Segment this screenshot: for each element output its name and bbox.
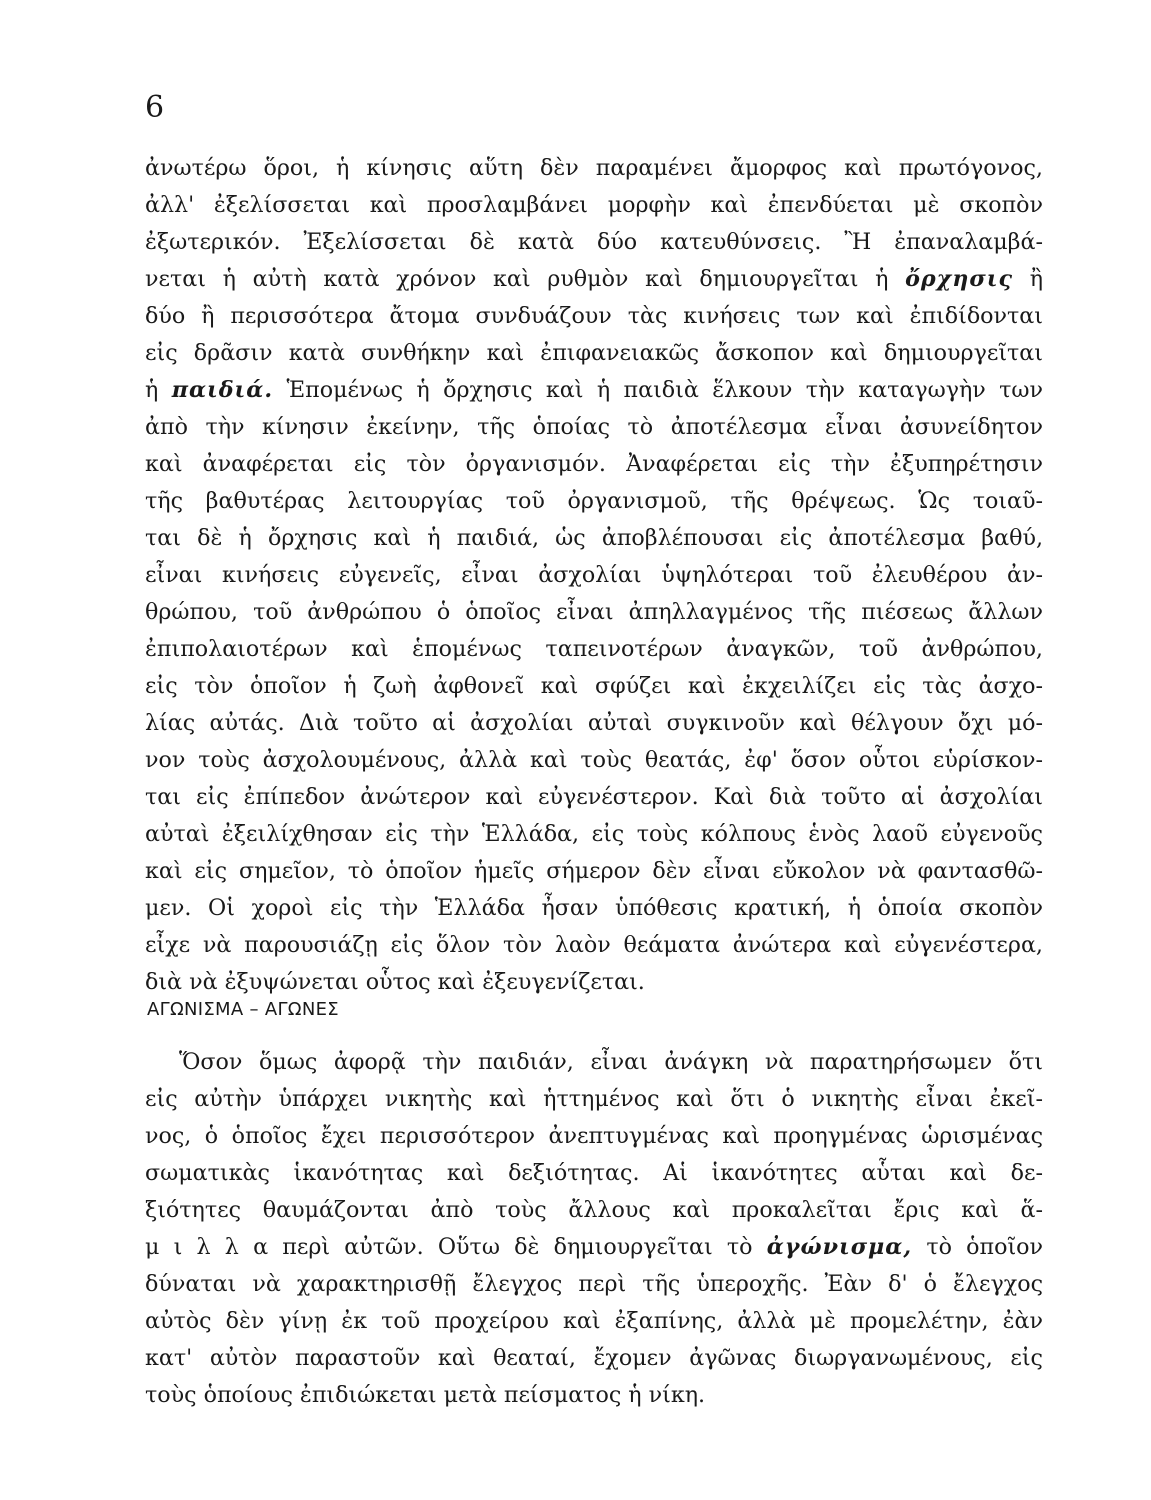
paragraph-body-1: [145, 150, 1043, 1001]
text-segment: ἢ: [1029, 266, 1043, 292]
text-segment: νεται ἡ αὐτὴ κατὰ χρόνον καὶ ρυθμὸν καὶ δημιουργεῖται ἡ: [145, 266, 889, 292]
text-line: κατ' αὐτὸν παραστοῦν καὶ θεαταί, ἔχομεν ἀγῶνας διωργανωμένους, εἰς: [145, 1345, 1043, 1371]
text-line: ται εἰς ἐπίπεδον ἀνώτερον καὶ εὐγενέστερον. Καὶ διὰ τοῦτο αἱ ἀσχολίαι: [145, 784, 1043, 810]
text-line: νον τοὺς ἀσχολουμένους, ἀλλὰ καὶ τοὺς θεατάς, ἐφ' ὅσον οὗτοι εὑρίσκον-: [145, 747, 1043, 773]
text-line: νος, ὁ ὁποῖος ἔχει περισσότερον ἀνεπτυγμένας καὶ προηγμένας ὡρισμένας: [145, 1123, 1043, 1149]
text-line: καὶ ἀναφέρεται εἰς τὸν ὀργανισμόν. Ἀναφέρεται εἰς τὴν ἐξυπηρέτησιν: [145, 451, 1043, 477]
text-line: αὐτὸς δὲν γίνῃ ἐκ τοῦ προχείρου καὶ ἐξαπίνης, ἀλλὰ μὲ προμελέτην, ἐὰν: [145, 1308, 1043, 1334]
text-line: ἐξωτερικόν. Ἐξελίσσεται δὲ κατὰ δύο κατευθύνσεις. Ἢ ἐπαναλαμβά-: [145, 229, 1043, 255]
text-line: Ὅσον ὅμως ἀφορᾷ τὴν παιδιάν, εἶναι ἀνάγκη νὰ παρατηρήσωμεν ὅτι: [179, 1049, 1043, 1075]
text-line: ἐπιπολαιοτέρων καὶ ἑπομένως ταπεινοτέρων ἀναγκῶν, τοῦ ἀνθρώπου,: [145, 636, 1043, 662]
text-line: ἀπὸ τὴν κίνησιν ἐκείνην, τῆς ὁποίας τὸ ἀποτέλεσμα εἶναι ἀσυνείδητον: [145, 414, 1043, 440]
text-line: εἰς δρᾶσιν κατὰ συνθήκην καὶ ἐπιφανειακῶς ἄσκοπον καὶ δημιουργεῖται: [145, 340, 1043, 366]
text-line: δύναται νὰ χαρακτηρισθῇ ἔλεγχος περὶ τῆς ὑπεροχῆς. Ἐὰν δ' ὁ ἔλεγχος: [145, 1271, 1043, 1297]
text-line: λίας αὐτάς. Διὰ τοῦτο αἱ ἀσχολίαι αὐταὶ συγκινοῦν καὶ θέλγουν ὄχι μό-: [145, 710, 1043, 736]
text-line: ται δὲ ἡ ὄρχησις καὶ ἡ παιδιά, ὡς ἀποβλέπουσαι εἰς ἀποτέλεσμα βαθύ,: [145, 525, 1043, 551]
emphasized-term-paidia: παιδιά.: [171, 377, 274, 403]
text-line: καὶ εἰς σημεῖον, τὸ ὁποῖον ἡμεῖς σήμερον δὲν εἶναι εὔκολον νὰ φαντασθῶ-: [145, 858, 1043, 884]
text-line: θρώπου, τοῦ ἀνθρώπου ὁ ὁποῖος εἶναι ἀπηλλαγμένος τῆς πιέσεως ἄλλων: [145, 599, 1043, 625]
text-line: αὐταὶ ἐξειλίχθησαν εἰς τὴν Ἑλλάδα, εἰς τοὺς κόλπους ἑνὸς λαοῦ εὐγενοῦς: [145, 821, 1043, 847]
text-line: μεν. Οἱ χοροὶ εἰς τὴν Ἑλλάδα ἦσαν ὑπόθεσις κρατική, ἡ ὁποία σκοπὸν: [145, 895, 1043, 921]
text-line: ἀνωτέρω ὅροι, ἡ κίνησις αὕτη δὲν παραμένει ἄμορφος καὶ πρωτόγονος,: [145, 155, 1043, 181]
text-line: [145, 261, 1043, 298]
text-line: δύο ἢ περισσότερα ἄτομα συνδυάζουν τὰς κινήσεις των καὶ ἐπιδίδονται: [145, 303, 1043, 329]
text-segment: τὸ ὁποῖον: [926, 1234, 1043, 1260]
paragraph-body-2: [145, 1044, 1043, 1414]
emphasized-term-orchesis: ὄρχησις: [905, 266, 1014, 292]
text-line: [145, 372, 1043, 409]
text-line: τῆς βαθυτέρας λειτουργίας τοῦ ὀργανισμοῦ, τῆς θρέψεως. Ὡς τοιαῦ-: [145, 488, 1043, 514]
emphasized-term-agonisma: ἀγώνισμα,: [766, 1234, 913, 1260]
text-line: [145, 1229, 1043, 1266]
text-line: εἶναι κινήσεις εὐγενεῖς, εἶναι ἀσχολίαι ὑψηλότεραι τοῦ ἐλευθέρου ἀν-: [145, 562, 1043, 588]
text-line: εἰς τὸν ὁποῖον ἡ ζωὴ ἀφθονεῖ καὶ σφύζει καὶ ἐκχειλίζει εἰς τὰς ἀσχο-: [145, 673, 1043, 699]
text-segment: Ἑπομένως ἡ ὄρχησις καὶ ἡ παιδιὰ ἕλκουν τὴν καταγωγὴν των: [286, 377, 1043, 403]
page-number: 6: [145, 90, 165, 125]
text-line: ξιότητες θαυμάζονται ἀπὸ τοὺς ἄλλους καὶ προκαλεῖται ἔρις καὶ ἅ-: [145, 1197, 1043, 1223]
section-heading: ΑΓΩΝΙΣΜΑ – ΑΓΩΝΕΣ: [147, 999, 339, 1020]
text-segment: μ ι λ λ α περὶ αὐτῶν. Οὕτω δὲ δημιουργεῖται τὸ: [145, 1234, 753, 1260]
text-line: εἰς αὐτὴν ὑπάρχει νικητὴς καὶ ἡττημένος καὶ ὅτι ὁ νικητὴς εἶναι ἐκεῖ-: [145, 1086, 1043, 1112]
text-line: τοὺς ὁποίους ἐπιδιώκεται μετὰ πείσματος ἡ νίκη.: [145, 1382, 706, 1408]
text-line: ἀλλ' ἐξελίσσεται καὶ προσλαμβάνει μορφὴν καὶ ἐπενδύεται μὲ σκοπὸν: [145, 192, 1043, 218]
text-line: εἶχε νὰ παρουσιάζῃ εἰς ὅλον τὸν λαὸν θεάματα ἀνώτερα καὶ εὐγενέστερα,: [145, 932, 1043, 958]
text-line: διὰ νὰ ἐξυψώνεται οὗτος καὶ ἐξευγενίζεται.: [145, 969, 645, 995]
text-line: σωματικὰς ἱκανότητας καὶ δεξιότητας. Αἱ ἱκανότητες αὗται καὶ δε-: [145, 1160, 1043, 1186]
text-segment: ἡ: [145, 377, 159, 403]
